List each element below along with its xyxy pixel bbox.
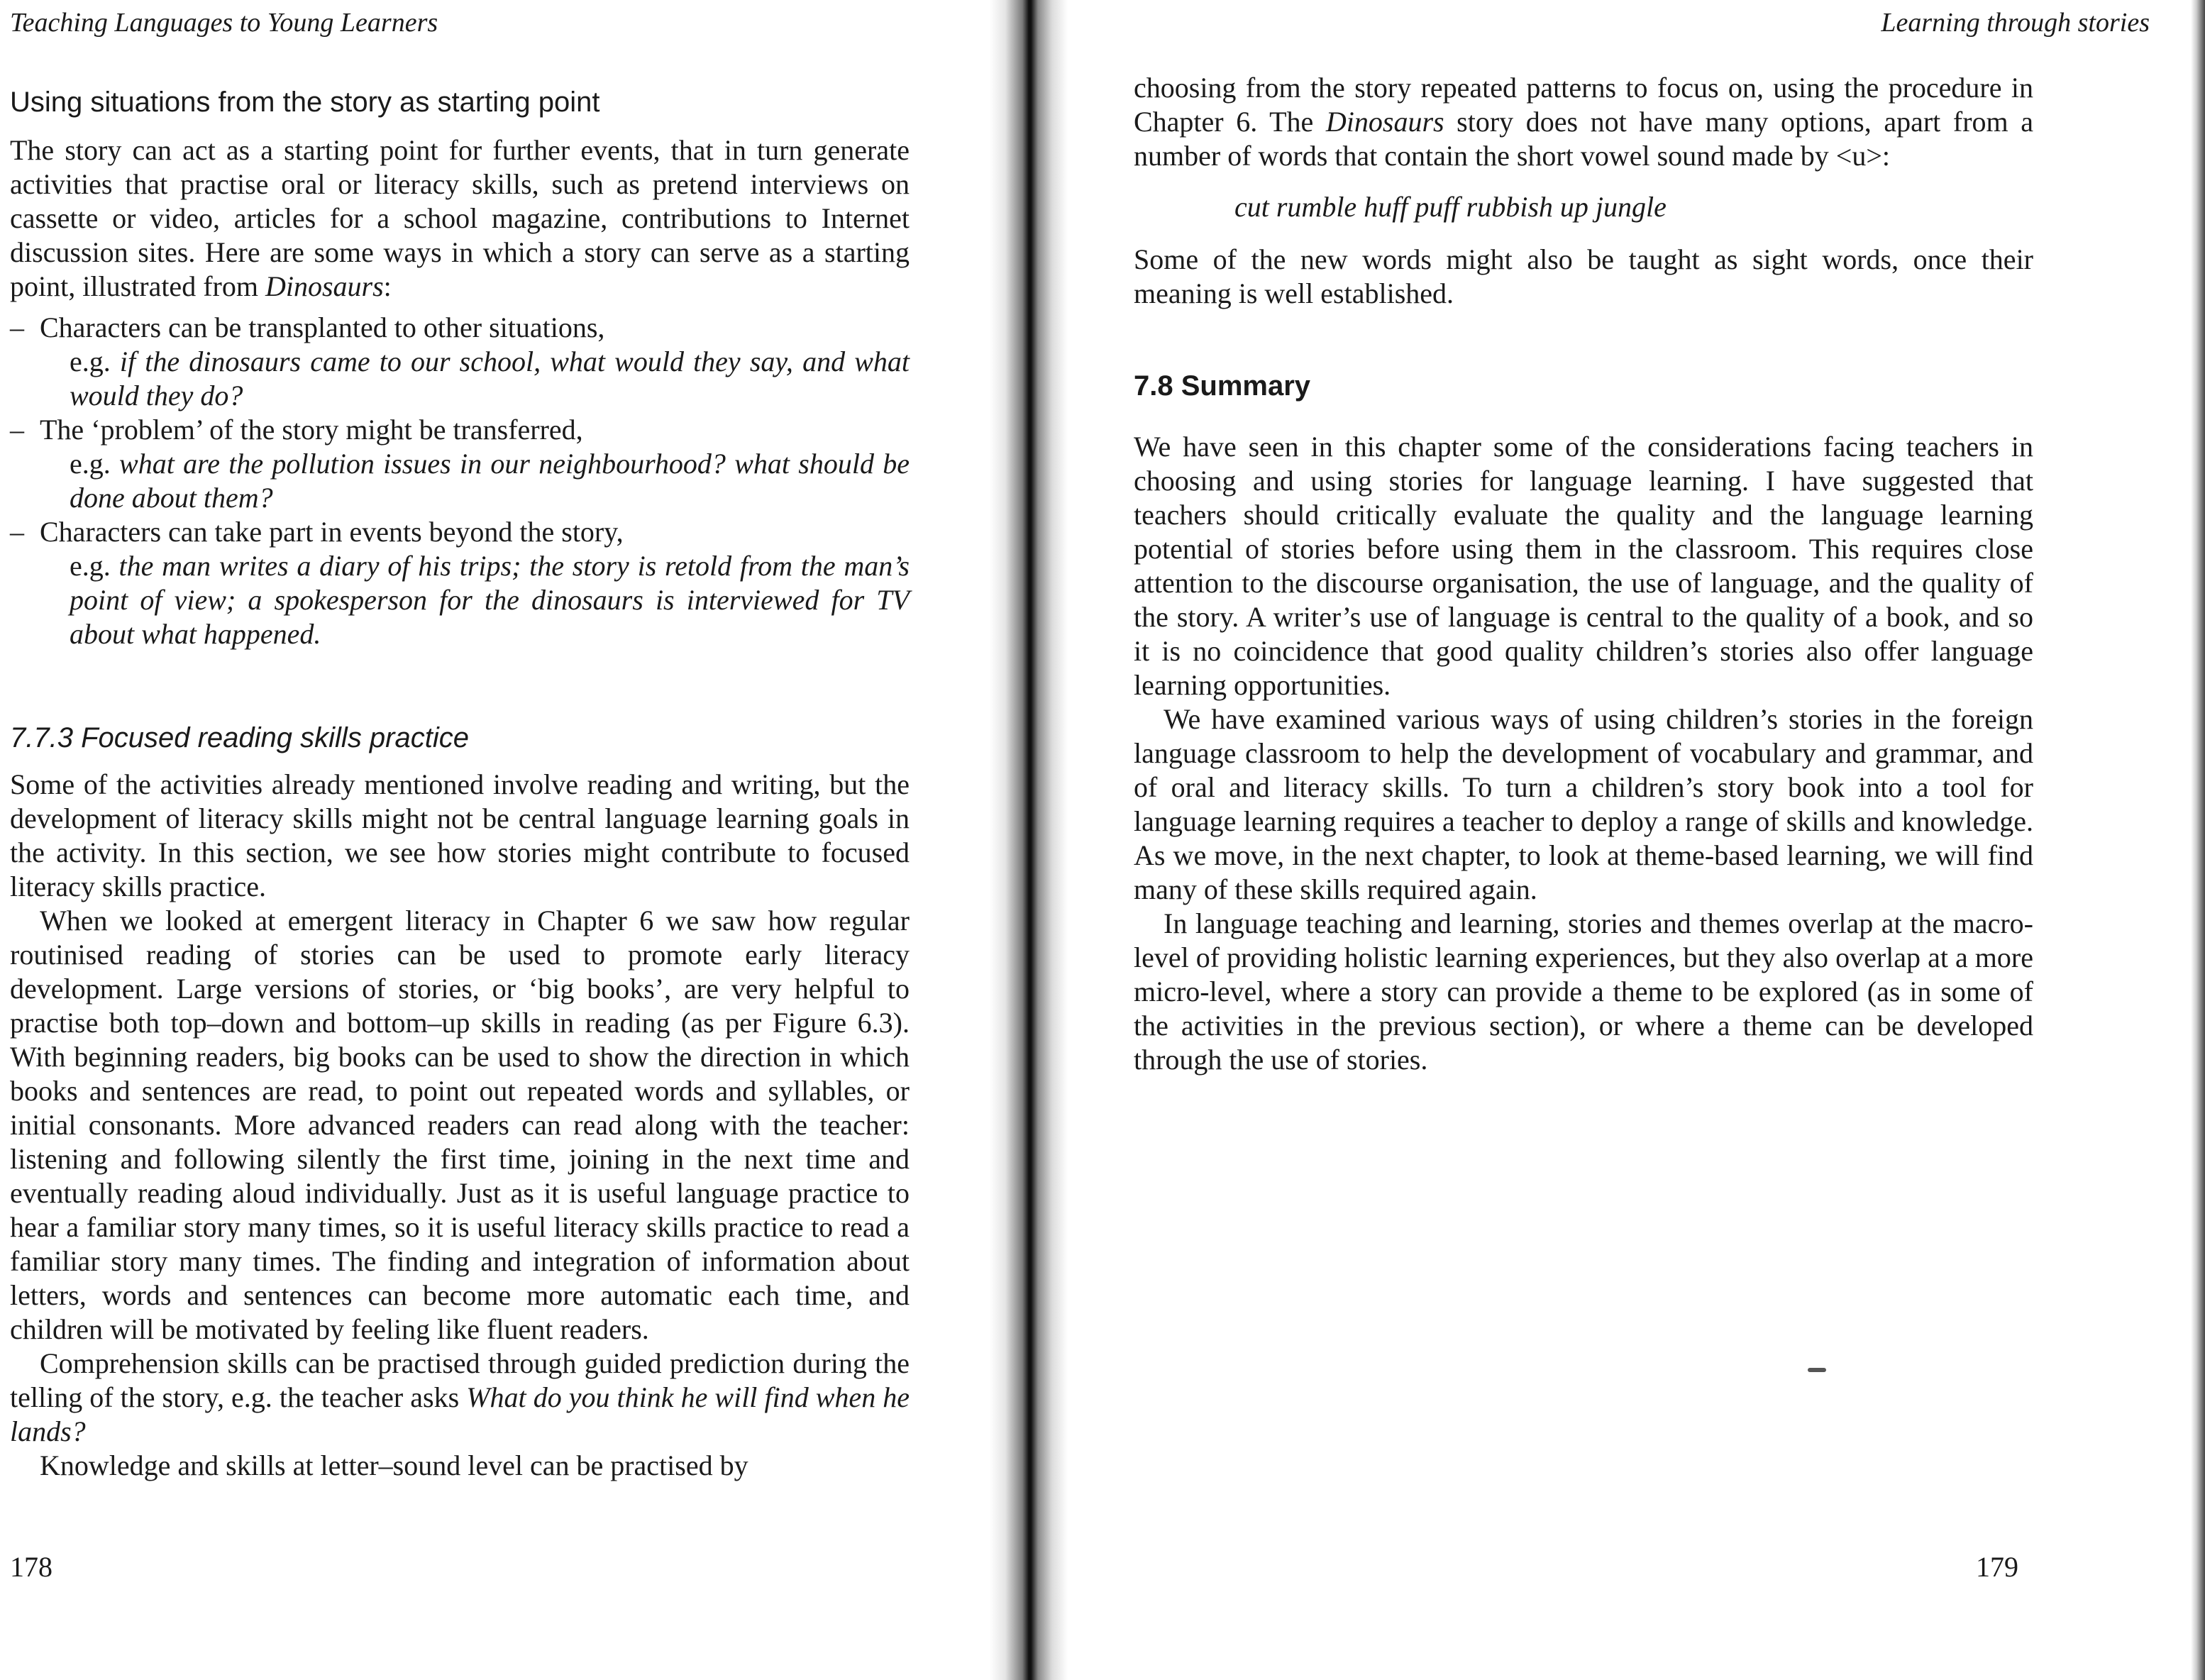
- page-number: 179: [1976, 1551, 2018, 1583]
- list-item: – Characters can be transplanted to other situations, e.g. if the dinosaurs came to our school, what would they say, and what would they do?: [10, 311, 910, 411]
- section-heading: Using situations from the story as starting point: [10, 87, 600, 118]
- left-page: [0, 0, 1007, 1680]
- paragraph: We have seen in this chapter some of the considerations facing teachers in choosing and using stories for language learning. I have suggested that teachers should critically evaluate the quality and the language learning potential of stories before using them in the classroom. This requires close attention to the discourse organisation, the use of language, and the quality of the story. A writer’s use of language is central to the quality of a book, and so it is no coincidence that good quality children’s stories also offer language learning opportunities.: [1134, 431, 2033, 701]
- paragraph: choosing from the story repeated patterns to focus on, using the procedure in Chapter 6. The Dinosaurs story does not have many options, apart from a number of words that contain the short vowel sound made by <u>:: [1134, 72, 2033, 172]
- paragraph: Knowledge and skills at letter–sound level can be practised by: [40, 1449, 748, 1481]
- running-head: Learning through stories: [1881, 8, 2150, 38]
- paragraph: The story can act as a starting point for further events, that in turn generate activities that practise oral or literacy skills, such as pretend interviews on cassette or video, articles for a school magazine, contributions to Internet discussion sites. Here are some ways in which a story can serve as a starting point, illustrated from Dinosaurs:: [10, 134, 910, 302]
- scan-speck: [1808, 1368, 1826, 1372]
- bullet-list: [10, 311, 910, 651]
- book-title: Dinosaurs: [265, 270, 384, 302]
- paragraph: Some of the new words might also be taught as sight words, once their meaning is well established.: [1134, 243, 2033, 309]
- paragraph: In language teaching and learning, stories and themes overlap at the macro-level of providing holistic learning experiences, but they also overlap at a more micro-level, where a story can provide a theme to be explored (as in some of the activities in the previous section), or where a theme can be developed through the use of stories.: [1134, 907, 2033, 1076]
- example-words: cut rumble huff puff rubbish up jungle: [1234, 191, 1667, 223]
- list-item: – The ‘problem’ of the story might be transferred, e.g. what are the pollution issues in our neighbourhood? what should be done about them?: [10, 414, 910, 514]
- running-head: Teaching Languages to Young Learners: [10, 8, 438, 38]
- right-column: [1134, 71, 2033, 1077]
- section-heading: 7.8 Summary: [1134, 370, 1311, 402]
- page-number: 178: [10, 1551, 52, 1583]
- paragraph: Comprehension skills can be practised through guided prediction during the telling of the story, e.g. the teacher asks What do you think he will find when he lands?: [10, 1347, 910, 1447]
- left-column: [10, 85, 910, 1483]
- right-page: [1036, 0, 2205, 1680]
- paragraph: Some of the activities already mentioned involve reading and writing, but the development of literacy skills might not be central language learning goals in the activity. In this section, we see how stories might contribute to focused literacy skills practice.: [10, 768, 910, 902]
- book-title: Dinosaurs: [1325, 106, 1444, 138]
- paragraph: When we looked at emergent literacy in Chapter 6 we saw how regular routinised reading of stories can be used to promote early literacy development. Large versions of stories, or ‘big books’, are very helpful to practise both top–down and bottom–up skills in reading (as per Figure 6.3). With beginning readers, big books can be used to show the direction in which books and sentences are read, to point out repeated words and syllables, or initial consonants. More advanced readers can read along with the teacher: listening and following silently the first time, joining in the next time and eventually reading aloud individually. Just as it is useful language practice to hear a familiar story many times, so it is useful literacy skills practice to read a familiar story many times. The finding and integration of information about letters, words and sentences can become more automatic each time, and children will be motivated by feeling like fluent readers.: [10, 905, 910, 1345]
- subsection-heading: 7.7.3 Focused reading skills practice: [10, 722, 469, 753]
- list-item: – Characters can take part in events beyond the story, e.g. the man writes a diary of his trips; the story is retold from the man’s point of view; a spokesperson for the dinosaurs is interviewed for TV about what happened.: [10, 516, 910, 650]
- paragraph: We have examined various ways of using children’s stories in the foreign language classroom to help the development of vocabulary and grammar, and of oral and literacy skills. To turn a children’s story book into a tool for language learning requires a teacher to deploy a range of skills and knowledge. As we move, in the next chapter, to look at theme-based learning, we will find many of these skills required again.: [1134, 703, 2033, 905]
